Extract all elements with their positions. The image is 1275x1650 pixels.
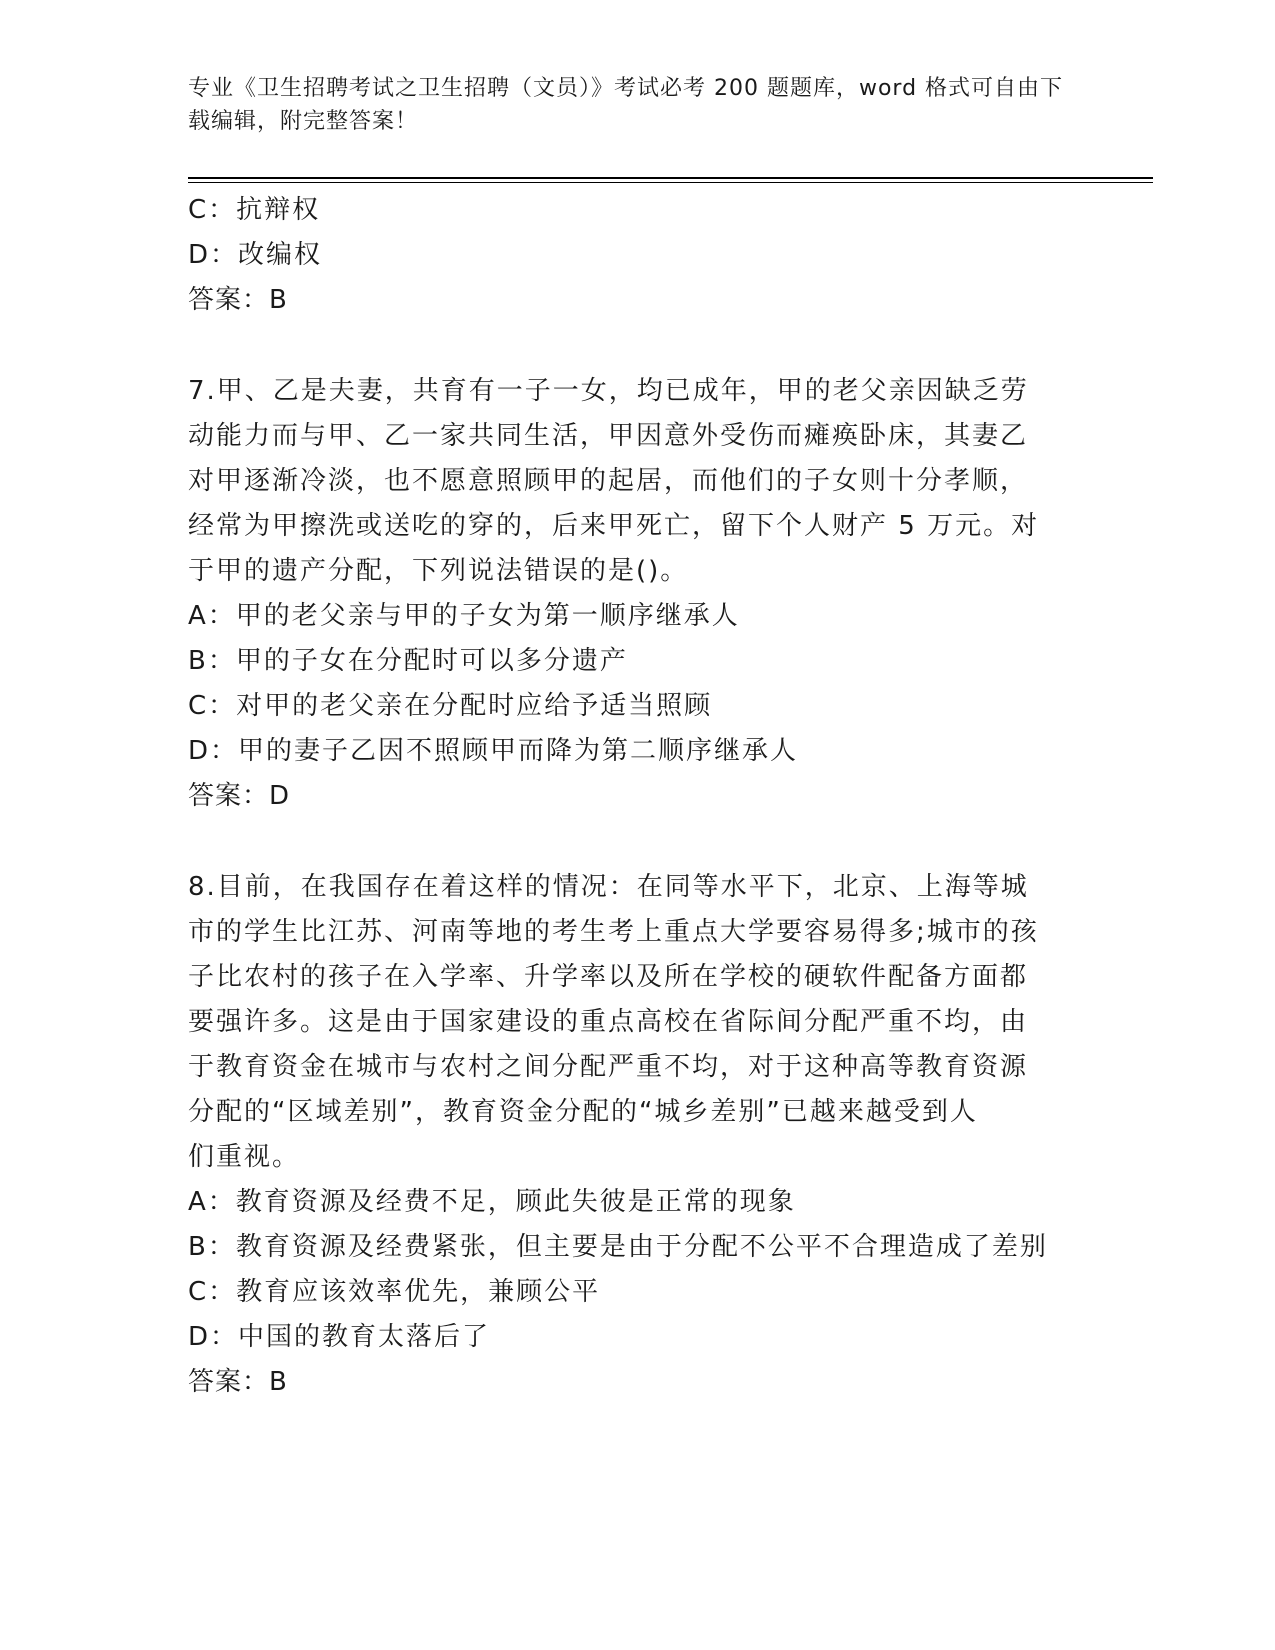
question-stem-line: 要强许多。这是由于国家建设的重点高校在省际间分配严重不均，由: [188, 1007, 1029, 1037]
question-7: [188, 369, 1088, 819]
answer-line: 答案：B: [188, 285, 288, 315]
option-b: B：甲的子女在分配时可以多分遗产: [188, 646, 628, 676]
question-stem-line: 于甲的遗产分配，下列说法错误的是()。: [188, 556, 689, 586]
option-a: A：甲的老父亲与甲的子女为第一顺序继承人: [188, 601, 740, 631]
option-d: D：中国的教育太落后了: [188, 1322, 491, 1352]
header-rule-thin: [188, 182, 1153, 183]
option-a: A：教育资源及经费不足，顾此失彼是正常的现象: [188, 1187, 796, 1217]
option-d: D：改编权: [188, 240, 323, 270]
question-stem-line: 子比农村的孩子在入学率、升学率以及所在学校的硬软件配备方面都: [188, 962, 1029, 992]
question-stem-line: 市的学生比江苏、河南等地的考生考上重点大学要容易得多;城市的孩: [188, 917, 1039, 947]
prev-question: [188, 188, 1088, 323]
option-d: D：甲的妻子乙因不照顾甲而降为第二顺序继承人: [188, 736, 799, 766]
question-stem-line: 8.目前，在我国存在着这样的情况：在同等水平下，北京、上海等城: [188, 872, 1029, 902]
question-content: [188, 188, 1088, 1405]
header-rule-thick: [188, 177, 1153, 179]
answer-line: 答案：D: [188, 781, 291, 811]
page-header: 专业《卫生招聘考试之卫生招聘（文员）》考试必考 200 题题库，word 格式可自由下载编辑，附完整答案！: [188, 76, 1064, 134]
option-b: B：教育资源及经费紧张，但主要是由于分配不公平不合理造成了差别: [188, 1232, 1048, 1262]
answer-line: 答案：B: [188, 1367, 288, 1397]
question-stem-line: 对甲逐渐冷淡，也不愿意照顾甲的起居，而他们的子女则十分孝顺，: [188, 466, 1029, 496]
question-stem-line: 于教育资金在城市与农村之间分配严重不均，对于这种高等教育资源: [188, 1052, 1029, 1082]
question-stem-line: 经常为甲擦洗或送吃的穿的，后来甲死亡，留下个人财产 5 万元。对: [188, 511, 1040, 541]
option-c: C：教育应该效率优先，兼顾公平: [188, 1277, 601, 1307]
question-stem-line: 们重视。: [188, 1142, 301, 1172]
question-stem-line: 分配的“区域差别”，教育资金分配的“城乡差别”已越来越受到人: [188, 1097, 978, 1127]
spacer: [188, 323, 1088, 369]
spacer: [188, 819, 1088, 865]
question-8: [188, 865, 1088, 1405]
option-c: C：对甲的老父亲在分配时应给予适当照顾: [188, 691, 713, 721]
option-c: C：抗辩权: [188, 195, 321, 225]
question-stem-line: 动能力而与甲、乙一家共同生活，甲因意外受伤而瘫痪卧床，其妻乙: [188, 421, 1029, 451]
question-stem-line: 7.甲、乙是夫妻，共育有一子一女，均已成年，甲的老父亲因缺乏劳: [188, 376, 1029, 406]
